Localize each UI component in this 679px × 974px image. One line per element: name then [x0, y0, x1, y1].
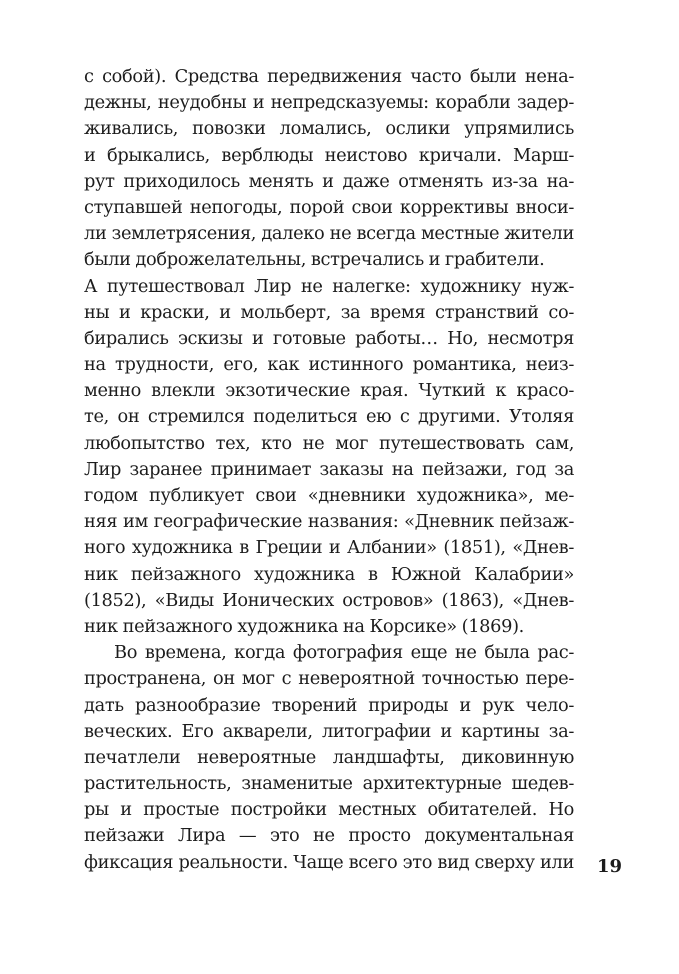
text-line: ны и краски, и мольберт, за время странствий со-	[84, 301, 574, 323]
text-line: годом публикует свои «дневники художника», ме-	[84, 485, 574, 506]
text-line: пространена, он мог с невероятной точностью пере-	[84, 668, 574, 690]
text-line: живались, повозки ломались, ослики упрямились	[84, 118, 574, 140]
text-line: веческих. Его акварели, литографии и картины за-	[84, 720, 574, 742]
text-line: любопытство тех, кто не мог путешествовать сам,	[84, 432, 574, 454]
text-line: с собой). Средства передвижения часто были нена-	[84, 66, 574, 87]
text-line: печатлели невероятные ландшафты, диковинную	[84, 746, 574, 768]
text-line: те, он стремился поделиться ею с другими. Утоляя	[84, 406, 574, 428]
text-line: на трудности, его, как истинного романтика, неиз-	[84, 354, 574, 376]
text-line: рут приходилось менять и даже отменять из-за на-	[84, 170, 574, 192]
text-line: ли землетрясения, далеко не всегда местные жители	[84, 223, 574, 245]
text-line: были доброжелательны, встречались и грабители.	[84, 249, 545, 271]
paragraph-2	[84, 640, 574, 876]
text-line: пейзажи Лира — это не просто документальная	[84, 825, 574, 847]
text-line: дать разнообразие творений природы и рук чело-	[84, 694, 574, 716]
text-line: Во времена, когда фотография еще не была рас-	[114, 642, 574, 664]
text-line: дежны, неудобны и непредсказуемы: корабли задер-	[84, 92, 574, 114]
text-line: няя им географические названия: «Дневник пейзаж-	[84, 511, 574, 533]
text-line: ступавшей непогоды, порой свои коррективы вноси-	[84, 196, 574, 218]
text-line: бирались эскизы и готовые работы… Но, несмотря	[84, 327, 574, 349]
paragraph-1	[84, 64, 574, 640]
text-line: растительность, знаменитые архитектурные шедев-	[84, 773, 574, 795]
text-line: и брыкались, верблюды неистово кричали. Марш-	[84, 144, 574, 166]
text-line: ного художника в Греции и Албании» (1851), «Днев-	[84, 537, 574, 559]
text-line: Лир заранее принимает заказы на пейзажи, год за	[84, 458, 574, 480]
text-line: менно влекли экзотические края. Чуткий к красо-	[84, 380, 574, 402]
text-line: ры и простые постройки местных обитателей. Но	[84, 799, 574, 821]
page-number: 19	[597, 856, 623, 877]
text-line: фиксация реальности. Чаще всего это вид сверху или	[84, 851, 574, 873]
text-line: А путешествовал Лир не налегке: художнику нуж-	[84, 275, 574, 297]
text-line: ник пейзажного художника в Южной Калабрии»	[84, 563, 574, 585]
page-body-text	[84, 64, 574, 876]
text-line: ник пейзажного художника на Корсике» (1869).	[84, 615, 524, 637]
text-line: (1852), «Виды Ионических островов» (1863), «Днев-	[84, 589, 574, 611]
